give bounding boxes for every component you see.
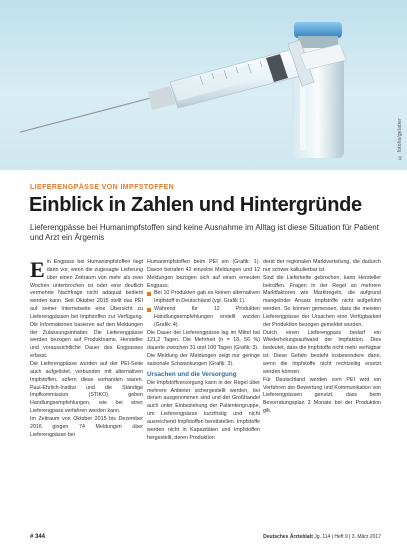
article-lead: Lieferengpässe bei Humanimpfstoffen sind keine Ausnahme im Alltag ist diese Situation für Patient und Arzt ein Ärgernis xyxy=(30,223,379,242)
journal-issue: Jg. 114 | Heft 9 | 3. März 2017 xyxy=(314,534,381,540)
text-column-3 xyxy=(263,259,381,416)
article-headline: Einblick in Zahlen und Hintergründe xyxy=(29,194,362,216)
list-item: Während für 12 Produkten Handlungsempfehlungen erstellt wurden (Grafik: 4). xyxy=(147,306,260,330)
paragraph: Im Zeitraum von Oktober 2015 bis Dezember 2016 gingen 74 Meldungen über Lieferengpässe bei xyxy=(30,415,143,438)
section-subheading: Ursachen und die Versorgung xyxy=(147,370,237,378)
syringe-illustration xyxy=(0,0,407,170)
bullet-list xyxy=(147,290,260,329)
paragraph: Humanimpfstoffen beim PEI ein (Grafik: 1). Davon betrafen 42 einzelne Meldungen und 12 Meldungen bezogen sich auf einen erneuten Engpass. xyxy=(147,259,260,289)
hero-image xyxy=(0,0,407,170)
paragraph: Die Dauer der Lieferengpässe lag im Mittel bei 121,2 Tagen. Die Mehrheit (n = 18, 56 %) dauerte zwischen 31 und 100 Tagen (Grafik: 3). xyxy=(147,329,260,352)
paragraph: Die Impfstoffversorgung kann in der Regel über mehrere Anbieter sichergestellt werden, bei denen ausgenommen sind und der Großhandel auch unter Einbeziehung der Patientengruppe, um Lieferengpässe kurzfristig und nicht ausreichend Impfstoffen bereitstellen. Impfstoffe werden nicht in Kapazitäten und Impfstoffen hergestellt, deren Produktion xyxy=(147,379,260,441)
drop-cap: E xyxy=(30,257,45,282)
paragraph-text: in Engpass bei Humanimpfstoffen liegt dann vor, wenn die zugesagte Lieferung über einen Zeitraum von mehr als zwei Wochen unterbrochen ist oder eine deutlich vermehrte Nachfrage nicht adäquat bedient werden kann. Seit Oktober 2015 stellt das PEI auf seiner Internetseite eine Übersicht zu Lieferengpässen bei Impfstoffen zur Verfügung. Die Informationen basieren auf den Meldungen der Zulassungsinhaber. Die Lieferengpässe werden bezogen auf Produktname, Hersteller und voraussichtliche Dauer des Engpasses erfasst. xyxy=(30,259,143,360)
paragraph xyxy=(30,259,143,361)
paragraph: Sind die Lieferkette gebrochen, kann Hersteller betroffen. Fragen in der Regel an mehrere Marktfaktoren wie Marktregeln, die aufgrund mangelnder Ansatz Impfstoffe nicht aufgeführt werden. So können gemessen, dass die meisten Lieferengpässe der Ursachen eine Verfügbarkeit der Produktion bezogen gemeldet wurden. xyxy=(263,274,381,328)
journal-footer xyxy=(263,534,381,540)
paragraph: Durch einen Lieferengpass bedarf ein Wiederholungsaufwand der Impfaktion. Dies bedeutet, dass die Impfstoffe nicht mehr verfügbar ist. Diese Gefahr besteht insbesondere dann, wenn die Impfstoffe nicht rechtzeitig ersetzt werden können. xyxy=(263,329,381,375)
journal-name: Deutsches Ärzteblatt xyxy=(263,534,313,540)
paragraph: Die Lieferengpässe wurden auf der PEI-Seite auch aufgelistet, verbunden mit alternativen Impfstoffen, sofern diese vorhanden waren. Paul-Ehrlich-Institut und die Ständige Impfkommission (STIKO) geben Handlungsempfehlungen, wie bei einer Lieferengpass verfahren werden kann. xyxy=(30,360,143,415)
page-number: # 344 xyxy=(30,534,46,540)
text-column-1 xyxy=(30,259,143,439)
photo-credit: © fotolia/gelaber xyxy=(397,118,403,161)
list-item: Bei 10 Produkten gab es keinen alternativen Impfstoff in Deutschland (vgl. Grafik 1). xyxy=(147,290,260,306)
text-column-2 xyxy=(147,259,260,442)
paragraph: Für Deutschland werden vom PEI wird ein Verfahren der Bewertung und Kommunikation von Lieferengpässen genutzt, dass beim Bevorratungsplan 3 Monate bei der Produktion gilt. xyxy=(263,376,381,415)
paragraph: Die Meldung der Meldungen zeigt nur geringe saisonale Schwankungen (Grafik: 3). xyxy=(147,353,260,367)
article-kicker: LIEFERENGPÄSSE VON IMPFSTOFFEN xyxy=(30,184,175,191)
paragraph: derst der regionalen Marktverteilung, die dadurch nur schwer kalkulierbar ist. xyxy=(263,259,381,273)
